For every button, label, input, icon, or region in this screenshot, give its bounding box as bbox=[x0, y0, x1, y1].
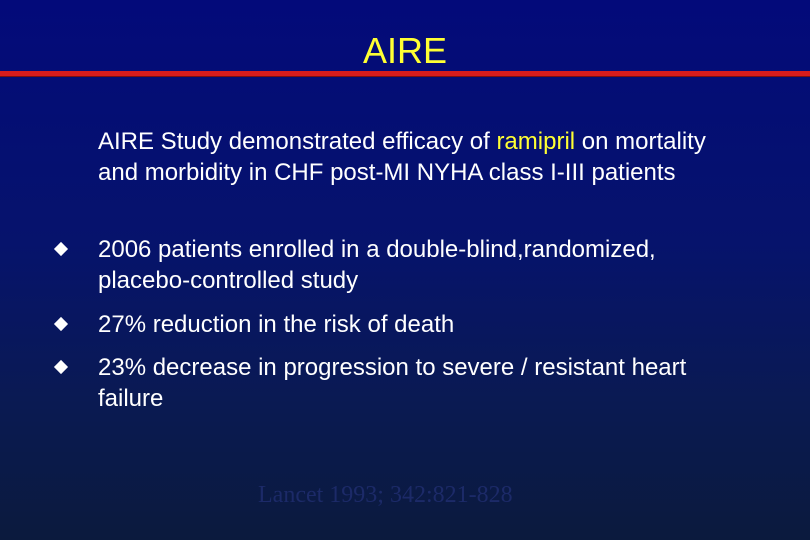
bullet-text: 27% reduction in the risk of death bbox=[98, 311, 455, 338]
bullet-diamond-icon bbox=[54, 360, 68, 374]
bullet-item-enrollment bbox=[98, 234, 728, 296]
slide-title: AIRE bbox=[362, 30, 448, 71]
bullet-item-death-risk bbox=[98, 309, 728, 340]
citation: Lancet 1993; 342:821-828 bbox=[258, 482, 513, 508]
bullet-diamond-icon bbox=[54, 242, 68, 256]
bullet-text-suffix: on mortality and morbidity in CHF post-MI NYHA class I-III patients bbox=[98, 128, 706, 186]
bullet-text: 23% decrease in progression to severe / resistant heart failure bbox=[98, 354, 687, 412]
title-divider bbox=[0, 71, 810, 76]
bullet-text-prefix: AIRE Study demonstrated efficacy of bbox=[98, 128, 497, 155]
bullet-diamond-icon bbox=[54, 317, 68, 331]
bullet-text: 2006 patients enrolled in a double-blind,randomized, placebo-controlled study bbox=[98, 236, 656, 294]
drug-name-highlight: ramipril bbox=[496, 128, 576, 155]
bullet-item-aire-study bbox=[98, 126, 728, 188]
bullet-item-progression bbox=[98, 352, 728, 414]
